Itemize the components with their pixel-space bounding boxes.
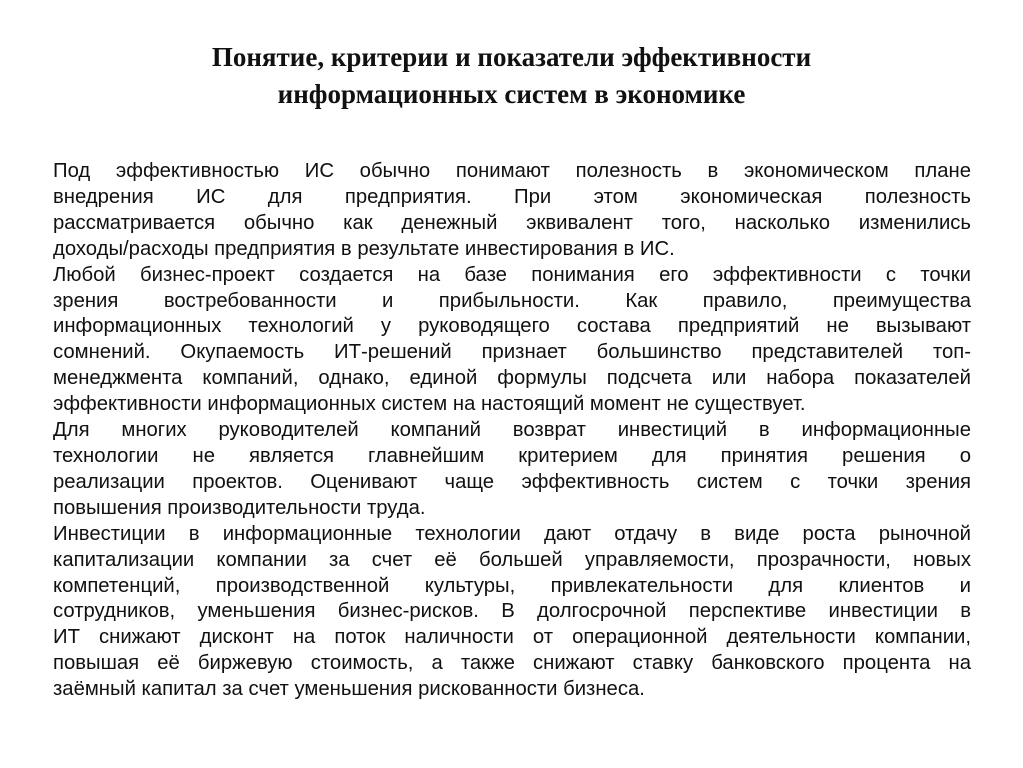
- paragraph-4: [53, 522, 971, 703]
- text-line: повышая её биржевую стоимость, а также снижают ставку банковского процента на: [53, 652, 971, 675]
- text-line: информационных технологий у руководящего состава предприятий не вызывают: [53, 315, 971, 338]
- text-line: Инвестиции в информационные технологии дают отдачу в виде роста рыночной: [53, 522, 971, 545]
- text-line: Для многих руководителей компаний возврат инвестиций в информационные: [53, 419, 971, 442]
- paragraph-2: [53, 263, 971, 418]
- page-title: [60, 39, 963, 113]
- text-line: внедрения ИС для предприятия. При этом экономическая полезность: [53, 185, 971, 208]
- text-line: доходы/расходы предприятия в результате инвестирования в ИС.: [53, 237, 675, 260]
- title-line-2: информационных систем в экономике: [277, 79, 746, 109]
- text-line: рассматривается обычно как денежный эквивалент того, насколько изменились: [53, 211, 971, 234]
- text-line: повышения производительности труда.: [53, 496, 426, 519]
- text-line: заёмный капитал за счет уменьшения рискованности бизнеса.: [53, 678, 645, 701]
- text-line: менеджмента компаний, однако, единой формулы подсчета или набора показателей: [53, 367, 971, 390]
- paragraph-3: [53, 418, 971, 522]
- body-text: [53, 159, 971, 703]
- text-line: ИТ снижают дисконт на поток наличности от операционной деятельности компании,: [53, 626, 971, 649]
- text-line: технологии не является главнейшим критерием для принятия решения о: [53, 444, 971, 467]
- text-line: капитализации компании за счет её большей управляемости, прозрачности, новых: [53, 548, 971, 571]
- title-line-1: Понятие, критерии и показатели эффективности: [211, 42, 812, 72]
- text-line: сомнений. Окупаемость ИТ-решений признает большинство представителей топ-: [53, 341, 971, 364]
- text-line: зрения востребованности и прибыльности. Как правило, преимущества: [53, 289, 971, 312]
- text-line: Под эффективностью ИС обычно понимают полезность в экономическом плане: [53, 160, 971, 182]
- paragraph-1: [53, 159, 971, 263]
- text-line: компетенций, производственной культуры, привлекательности для клиентов и: [53, 574, 971, 597]
- text-line: реализации проектов. Оценивают чаще эффективность систем с точки зрения: [53, 470, 971, 493]
- text-line: Любой бизнес-проект создается на базе понимания его эффективности с точки: [53, 263, 971, 286]
- text-line: сотрудников, уменьшения бизнес-рисков. В долгосрочной перспективе инвестиции в: [53, 600, 971, 623]
- text-line: эффективности информационных систем на настоящий момент не существует.: [53, 393, 806, 416]
